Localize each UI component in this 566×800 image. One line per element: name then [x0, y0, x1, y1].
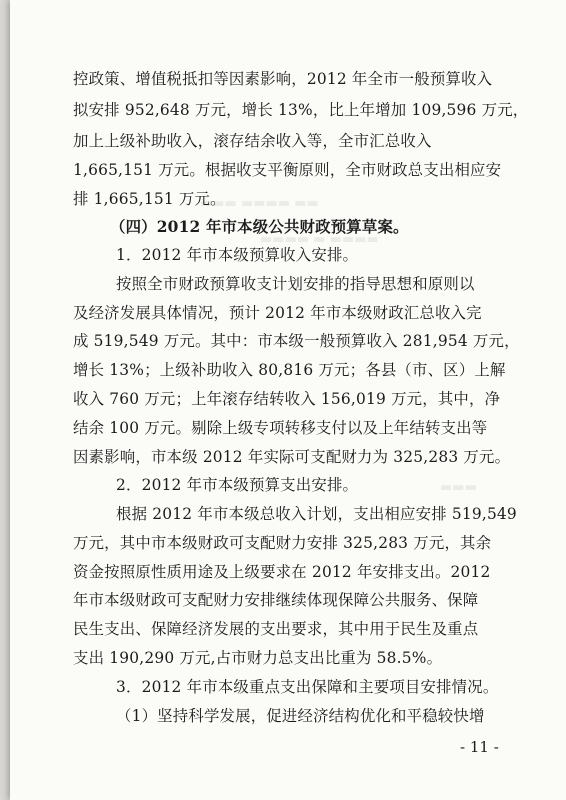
body-line-2: 拟安排 952,648 万元，增长 13%，比上年增加 109,596 万元，	[73, 101, 529, 119]
body-line-8: 按照全市财政预算收支计划安排的指导思想和原则以	[116, 275, 475, 293]
page-number: - 11 -	[460, 738, 499, 756]
body-line-11: 增长 13%；上级补助收入 80,816 万元；各县（市、区）上解	[73, 361, 506, 379]
body-line-16: 根据 2012 年市本级总收入计划，支出相应安排 519,549	[116, 505, 517, 523]
body-line-13: 结余 100 万元。剔除上级专项转移支付以及上年结转支出等	[73, 419, 488, 437]
body-line-3: 加上上级补助收入，滚存结余收入等，全市汇总收入	[73, 132, 432, 150]
bleed-through: ▬▬▬▬ ▬ ▬▬▬▬	[260, 232, 379, 247]
section-heading: （四）2012 年市本级公共财政预算草案。	[110, 218, 409, 236]
body-line-23: （1）坚持科学发展，促进经济结构优化和平稳较快增	[116, 707, 485, 725]
body-line-17: 万元，其中市本级财政可支配财力安排 325,283 万元，其余	[73, 534, 492, 552]
body-line-4: 1,665,151 万元。根据收支平衡原则，全市财政总支出相应安	[73, 161, 502, 179]
body-line-18: 资金按照原性质用途及上级要求在 2012 年安排支出。2012	[73, 563, 491, 581]
body-line-14: 因素影响，市本级 2012 年实际可支配财力为 325,283 万元。	[73, 448, 511, 466]
bleed-through: ▬▬▬	[440, 480, 477, 495]
body-line-21: 支出 190,290 万元,占市财力总支出比重为 58.5%。	[73, 649, 443, 667]
document-page	[10, 0, 566, 800]
body-line-1: 控政策、增值税抵扣等因素影响，2012 年全市一般预算收入	[73, 70, 493, 88]
subsection-heading-2: 2．2012 年市本级预算支出安排。	[116, 476, 359, 494]
body-line-19: 年市本级财政可支配财力安排继续体现保障公共服务、保障	[73, 591, 479, 609]
subsection-heading-1: 1．2012 年市本级预算收入安排。	[116, 246, 359, 264]
body-line-20: 民生支出、保障经济发展的支出要求，其中用于民生及重点	[73, 620, 479, 638]
body-line-10: 成 519,549 万元。其中：市本级一般预算收入 281,954 万元，	[73, 332, 520, 350]
body-line-5: 排 1,665,151 万元。	[73, 190, 226, 208]
body-line-12: 收入 760 万元；上年滚存结转收入 156,019 万元，其中，净	[73, 390, 501, 408]
bleed-through: ▬▬▬ ▬▬▬▬ ▬▬	[200, 196, 319, 211]
subsection-heading-3: 3．2012 年市本级重点支出保障和主要项目安排情况。	[116, 678, 499, 696]
body-line-9: 及经济发展具体情况，预计 2012 年市本级财政汇总收入完	[73, 304, 482, 322]
